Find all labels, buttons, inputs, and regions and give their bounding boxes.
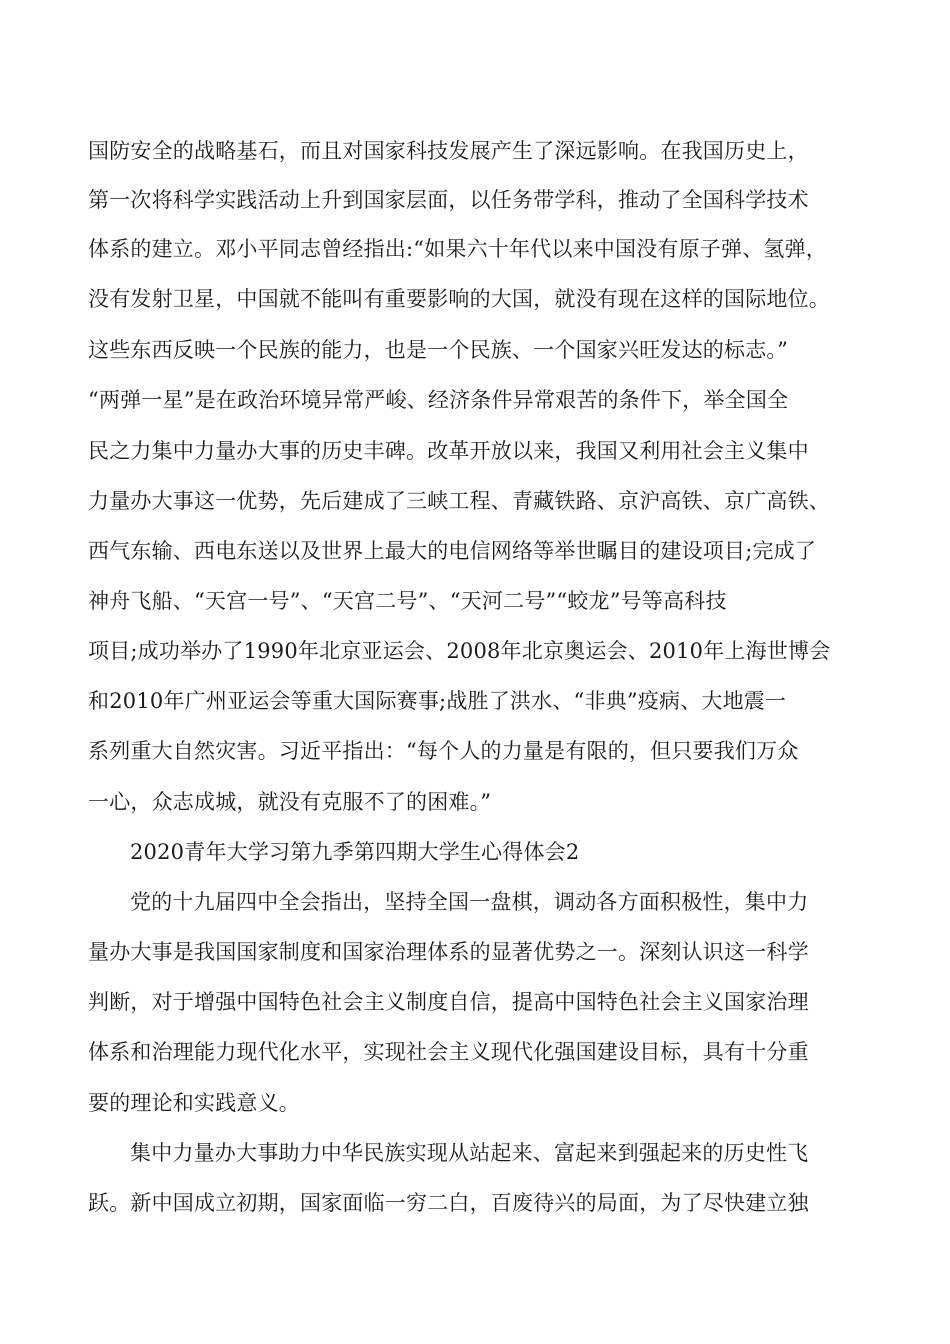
text-line: 体系和治理能力现代化水平，实现社会主义现代化强国建设目标，具有十分重: [88, 1040, 809, 1064]
text-line: 量办大事是我国国家制度和国家治理体系的显著优势之一。深刻认识这一科学: [88, 940, 809, 964]
text-line: 跃。新中国成立初期，国家面临一穷二白，百废待兴的局面，为了尽快建立独: [88, 1191, 809, 1215]
text-line: 没有发射卫星，中国就不能叫有重要影响的大国，就没有现在这样的国际地位。: [88, 287, 830, 311]
text-line: 项目;成功举办了1990年北京亚运会、2008年北京奥运会、2010年上海世博会: [88, 639, 831, 663]
text-line: 这些东西反映一个民族的能力，也是一个民族、一个国家兴旺发达的标志。”: [88, 338, 789, 362]
text-line: 判断，对于增强中国特色社会主义制度自信，提高中国特色社会主义国家治理: [88, 990, 809, 1014]
paragraph-start-line: 党的十九届四中全会指出，坚持全国一盘棋，调动各方面积极性，集中力: [130, 890, 809, 914]
text-line: 国防安全的战略基石，而且对国家科技发展产生了深远影响。在我国历史上，: [88, 139, 809, 163]
text-line: 第一次将科学实践活动上升到国家层面，以任务带学科，推动了全国科学技术: [88, 188, 809, 212]
text-line: 一心，众志成城，就没有克服不了的困难。”: [88, 790, 492, 814]
text-line: 和2010年广州亚运会等重大国际赛事;战胜了洪水、“非典”疫病、大地震一: [88, 689, 787, 713]
section-heading: 2020青年大学习第九季第四期大学生心得体会2: [130, 840, 580, 864]
text-line: 要的理论和实践意义。: [88, 1091, 300, 1115]
text-line: 神舟飞船、“天宫一号”、“天宫二号”、“天河二号”“蛟龙”号等高科技: [88, 589, 727, 613]
text-line: 体系的建立。邓小平同志曾经指出:“如果六十年代以来中国没有原子弹、氢弹，: [88, 237, 828, 261]
text-line: 系列重大自然灾害。习近平指出：“每个人的力量是有限的，但只要我们万众: [88, 739, 799, 763]
paragraph-start-line: 集中力量办大事助力中华民族实现从站起来、富起来到强起来的历史性飞: [130, 1141, 809, 1165]
text-line: 民之力集中力量办大事的历史丰碑。改革开放以来，我国又利用社会主义集中: [88, 439, 809, 463]
text-line: 西气东输、西电东送以及世界上最大的电信网络等举世瞩目的建设项目;完成了: [88, 539, 817, 563]
text-line: 力量办大事这一优势，先后建成了三峡工程、青藏铁路、京沪高铁、京广高铁、: [88, 489, 830, 513]
text-line: “两弹一星”是在政治环境异常严峻、经济条件异常艰苦的条件下，举全国全: [88, 388, 789, 412]
